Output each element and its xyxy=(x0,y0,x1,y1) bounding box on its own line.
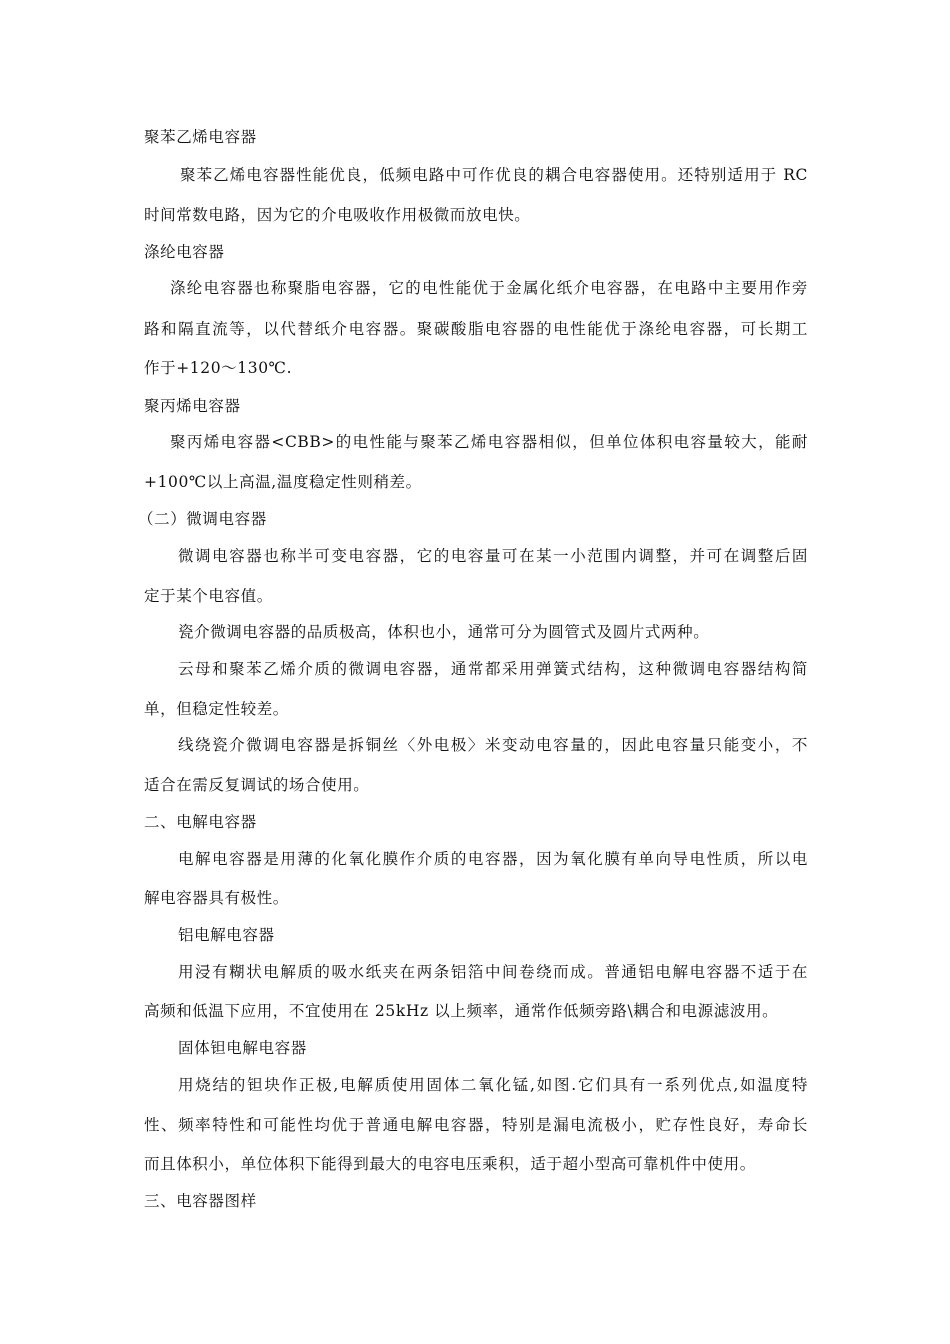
paragraph-line: 高频和低温下应用，不宜使用在 25kHz 以上频率，通常作低频旁路\耦合和电源滤波用。 xyxy=(144,1002,779,1020)
heading-polyester-capacitor: 涤纶电容器 xyxy=(144,243,225,261)
paragraph-line: 解电容器具有极性。 xyxy=(144,889,289,907)
heading-trimmer-capacitor: （二）微调电容器 xyxy=(138,510,267,528)
paragraph-line: 作于+120～130℃. xyxy=(144,359,293,377)
paragraph-line: 微调电容器也称半可变电容器，它的电容量可在某一小范围内调整，并可在调整后固 xyxy=(178,547,808,565)
heading-electrolytic-capacitor: 二、电解电容器 xyxy=(144,813,257,831)
paragraph-line: 聚苯乙烯电容器性能优良，低频电路中可作优良的耦合电容器使用。还特别适用于 RC xyxy=(180,166,808,184)
heading-capacitor-images: 三、电容器图样 xyxy=(144,1192,257,1210)
paragraph-line: 涤纶电容器也称聚脂电容器，它的电性能优于金属化纸介电容器，在电路中主要用作旁 xyxy=(170,279,808,297)
paragraph-line: 瓷介微调电容器的品质极高，体积也小，通常可分为圆管式及圆片式两种。 xyxy=(178,623,710,641)
paragraph-line: 而且体积小，单位体积下能得到最大的电容电压乘积，适于超小型高可靠机件中使用。 xyxy=(144,1155,756,1173)
paragraph-line: 性、频率特性和可能性均优于普通电解电容器，特别是漏电流极小，贮存性良好，寿命长 xyxy=(144,1116,808,1134)
heading-polypropylene-capacitor: 聚丙烯电容器 xyxy=(144,397,241,415)
paragraph-line: +100℃以上高温,温度稳定性则稍差。 xyxy=(144,473,422,491)
paragraph-line: 聚丙烯电容器<CBB>的电性能与聚苯乙烯电容器相似，但单位体积电容量较大，能耐 xyxy=(170,433,808,451)
paragraph-line: 云母和聚苯乙烯介质的微调电容器，通常都采用弹簧式结构，这种微调电容器结构简 xyxy=(178,660,808,678)
paragraph-line: 用浸有糊状电解质的吸水纸夹在两条铝箔中间卷绕而成。普通铝电解电容器不适于在 xyxy=(178,963,808,981)
paragraph-line: 电解电容器是用薄的化氧化膜作介质的电容器，因为氧化膜有单向导电性质，所以电 xyxy=(178,850,808,868)
paragraph-line: 时间常数电路，因为它的介电吸收作用极微而放电快。 xyxy=(144,206,531,224)
heading-aluminum-electrolytic: 铝电解电容器 xyxy=(178,926,275,944)
paragraph-line: 单，但稳定性较差。 xyxy=(144,700,289,718)
heading-tantalum-electrolytic: 固体钽电解电容器 xyxy=(178,1039,307,1057)
heading-polystyrene-capacitor: 聚苯乙烯电容器 xyxy=(144,128,257,146)
paragraph-line: 用烧结的钽块作正极,电解质使用固体二氧化锰,如图.它们具有一系列优点,如温度特 xyxy=(178,1076,808,1094)
paragraph-line: 路和隔直流等，以代替纸介电容器。聚碳酸脂电容器的电性能优于涤纶电容器，可长期工 xyxy=(144,320,808,338)
paragraph-line: 适合在需反复调试的场合使用。 xyxy=(144,776,370,794)
paragraph-line: 线绕瓷介微调电容器是拆铜丝〈外电极〉米变动电容量的，因此电容量只能变小，不 xyxy=(178,736,808,754)
paragraph-line: 定于某个电容值。 xyxy=(144,587,273,605)
